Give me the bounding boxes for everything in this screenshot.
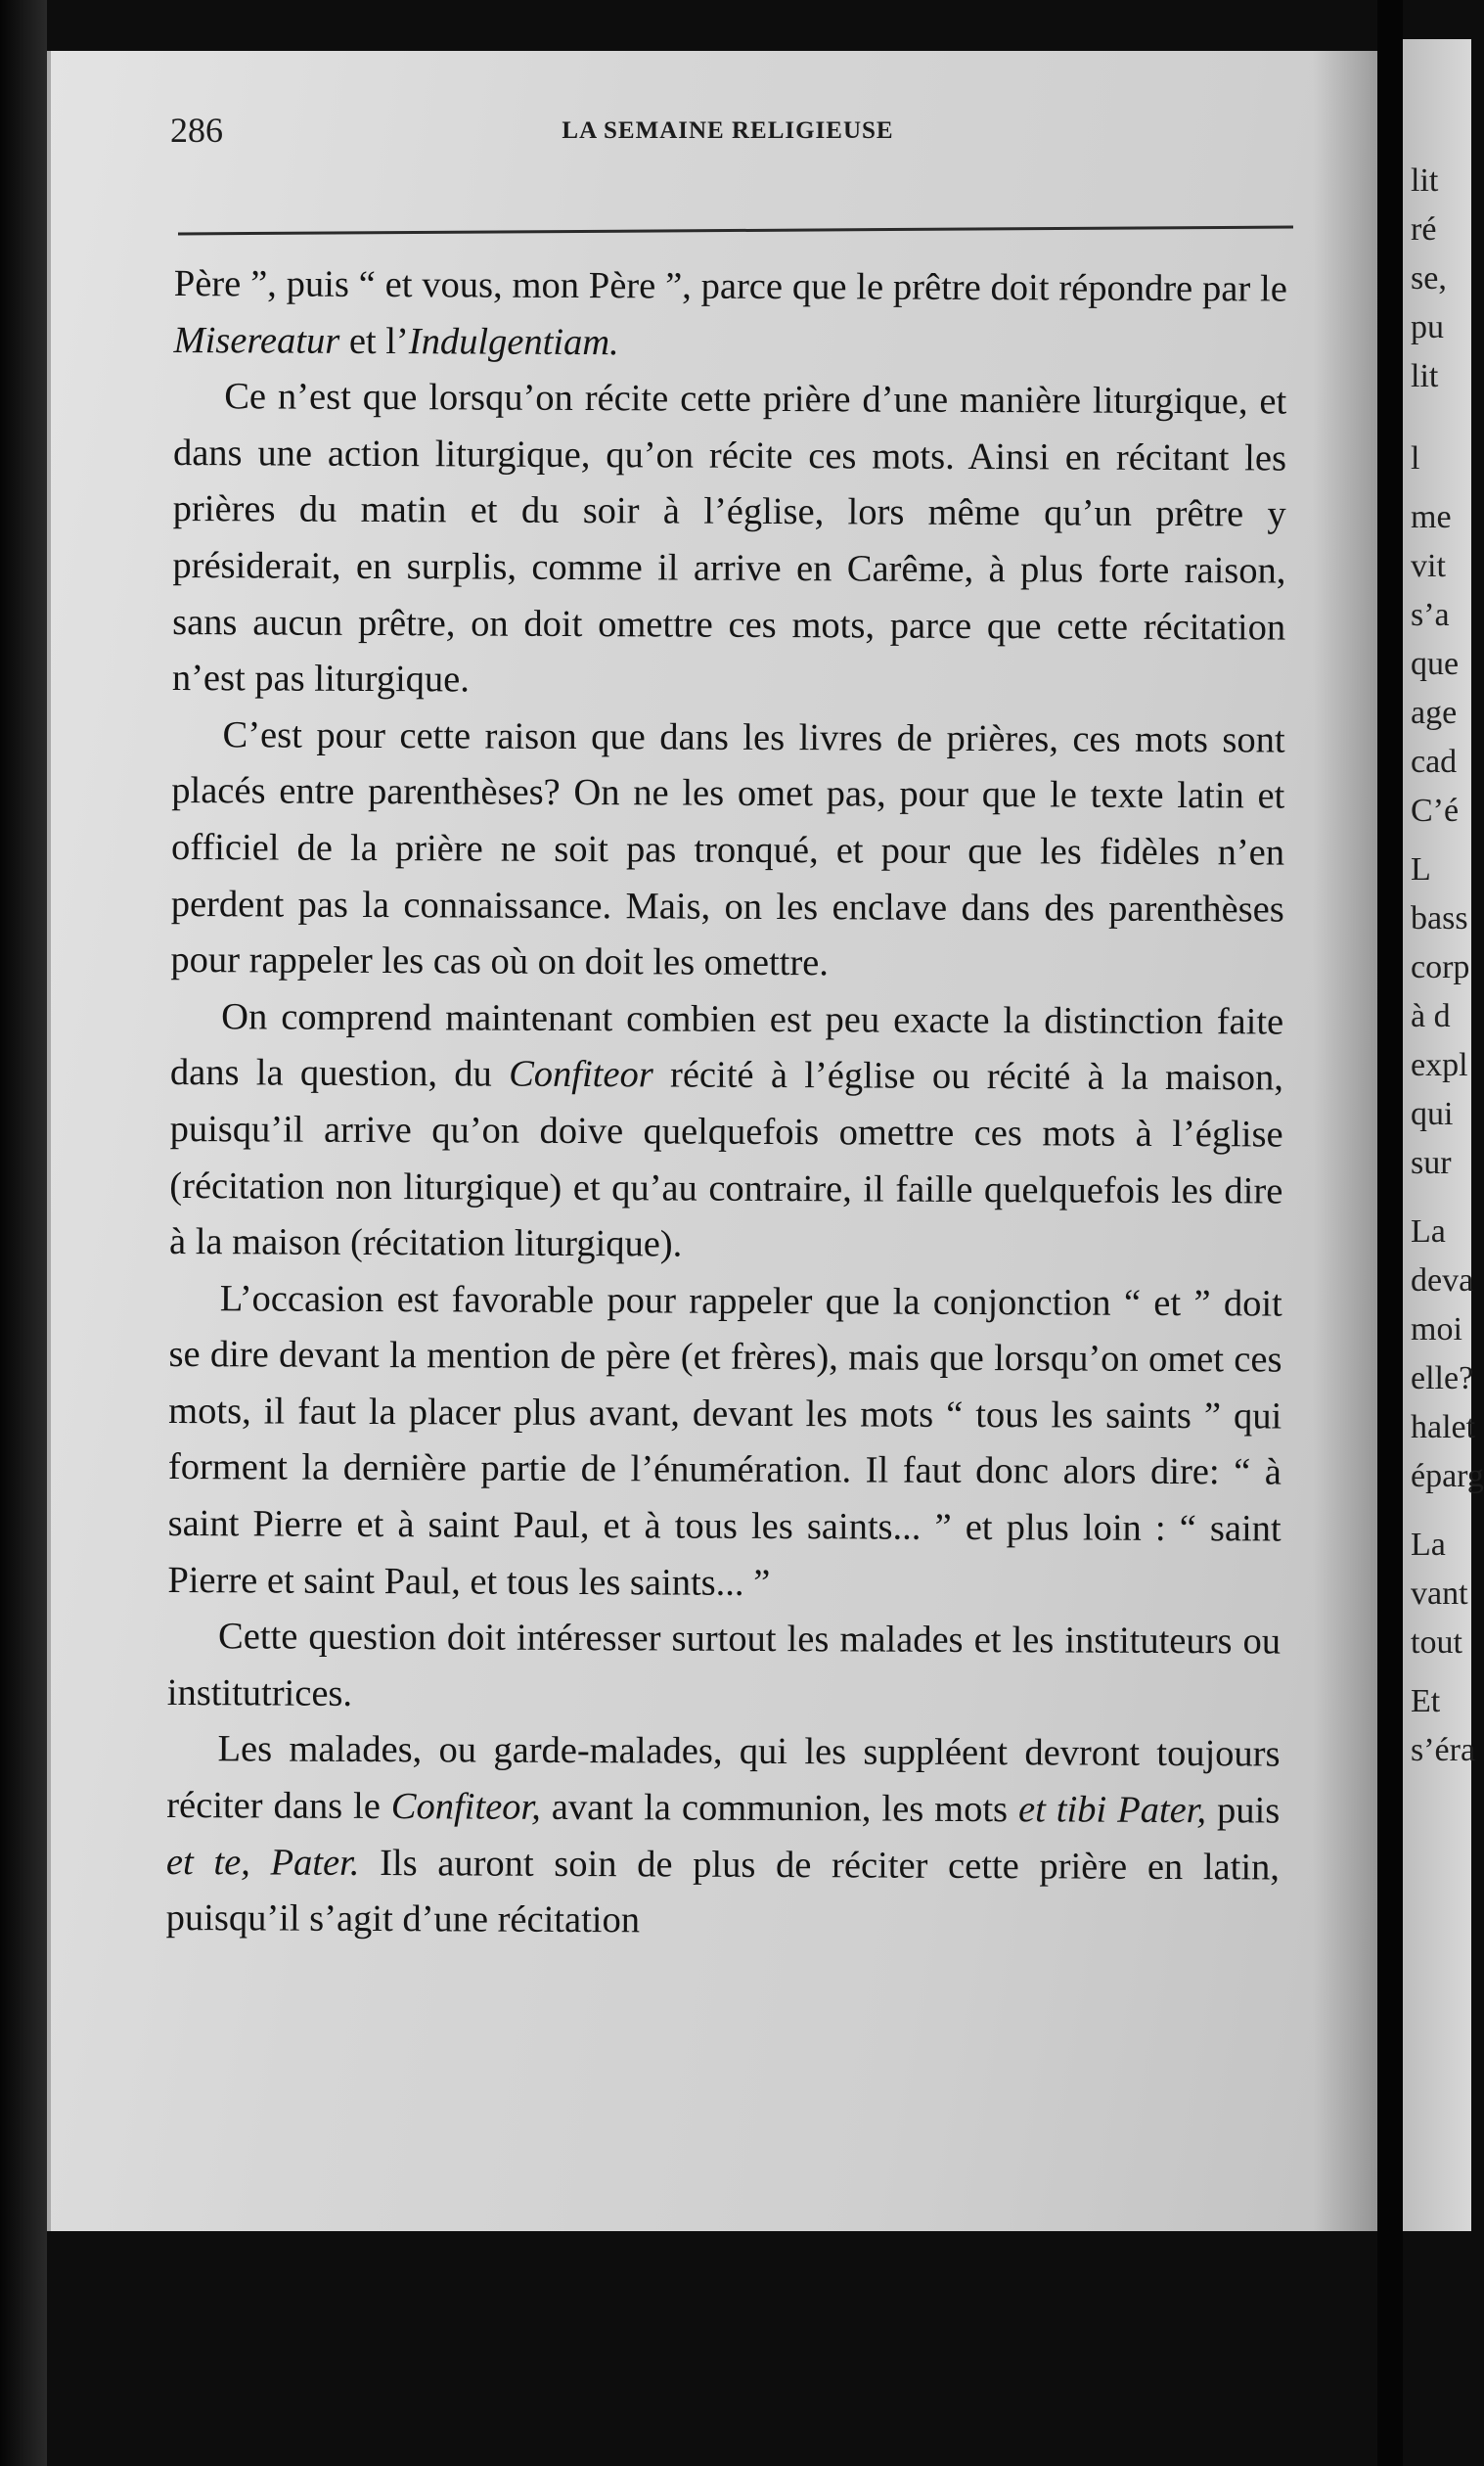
facing-page-fragment: à d <box>1411 998 1451 1034</box>
text-run: Père ”, puis “ et vous, mon Père ”, parce que le prêtre doit répondre par le <box>173 262 1287 310</box>
facing-page-fragment: elle? <box>1411 1360 1474 1396</box>
facing-page-fragment: se, <box>1411 260 1447 297</box>
paragraph <box>166 1721 1281 1952</box>
facing-page-fragment: C’é <box>1411 793 1460 829</box>
paragraph <box>173 256 1287 375</box>
text-run: Ils auront soin de plus de réciter cette prière en latin, puisqu’il s’agit d’une récitation <box>165 1842 1281 1941</box>
facing-page-fragment: vit <box>1411 548 1446 584</box>
italic-run: Misereatur <box>173 319 340 362</box>
text-run: et l’ <box>339 320 409 362</box>
facing-page-edge <box>1403 39 1484 2231</box>
scan-left-edge <box>0 0 47 2466</box>
text-run: On comprend maintenant combien est peu exacte la distinction faite dans la question, du <box>169 995 1284 1095</box>
facing-page-fragment: s’éra <box>1411 1732 1476 1768</box>
text-run: Les malades, ou garde-malades, qui les suppléent devront toujours réciter dans le <box>166 1728 1281 1828</box>
italic-run: et te, Pater. <box>165 1841 360 1884</box>
facing-page-fragment: lit <box>1411 162 1439 199</box>
paragraph <box>170 708 1284 995</box>
facing-page-fragment: tout <box>1411 1624 1462 1661</box>
facing-page-fragment: La <box>1411 1527 1446 1563</box>
facing-page-fragment: La <box>1411 1213 1446 1250</box>
page-number: 286 <box>170 111 223 150</box>
page-header <box>170 110 1285 159</box>
text-run: avant la communion, les mots <box>540 1786 1019 1831</box>
facing-page-fragment: s’a <box>1411 597 1450 633</box>
italic-run: Confiteor <box>509 1053 653 1096</box>
paragraph <box>167 1271 1282 1615</box>
facing-page-fragment: pu <box>1411 309 1444 345</box>
body-text <box>166 256 1287 1952</box>
binding-gutter <box>1377 0 1403 2466</box>
facing-page-fragment: éparg <box>1411 1458 1484 1494</box>
facing-page-fragment: moi <box>1411 1311 1462 1347</box>
text-run: récité à l’église ou récité à la maison, puisqu’il arrive qu’on doive quelquefois omettre ces mots à l’église (récitation non liturgique) et qu’au contraire, il faille quelquefois les dire à la maison (récitation liturgique). <box>168 1054 1284 1265</box>
running-head: LA SEMAINE RELIGIEUSE <box>562 117 894 144</box>
facing-page-fragment: lit <box>1411 358 1439 394</box>
facing-page-fragment: bass <box>1411 900 1468 936</box>
facing-page-fragment: l <box>1411 440 1420 477</box>
italic-run: Confiteor, <box>390 1786 541 1828</box>
paragraph <box>169 989 1283 1277</box>
facing-page-fragment: vant <box>1411 1576 1468 1612</box>
text-run: L’occasion est favorable pour rappeler que la conjonction “ et ” doit se dire devant la mention de père (et frères), mais que lorsqu’on omet ces mots, il faut la placer plus avant, devant les mots “ tous les saints ” qui forment la dernière partie de l’énumération. Il faut donc alors dire: “ à saint Pierre et à saint Paul, et à tous les saints... ” et plus loin : “ saint Pierre et saint Paul, et tous les saints... ” <box>167 1277 1282 1604</box>
text-run: C’est pour cette raison que dans les livres de prières, ces mots sont placés entre parenthèses? On ne les omet pas, pour que le texte latin et officiel de la prière ne soit pas tronqué, et pour que les fidèles n’en perdent pas la connaissance. Mais, on les enclave dans des parenthèses pour rappeler les cas où on doit les omettre. <box>170 713 1285 984</box>
paragraph <box>167 1609 1282 1727</box>
facing-page-fragment: L <box>1411 851 1431 888</box>
facing-page-fragment: deva <box>1411 1262 1474 1299</box>
facing-page-fragment: me <box>1411 499 1452 535</box>
facing-page-fragment: expl <box>1411 1047 1468 1083</box>
italic-run: Indulgentiam. <box>408 320 619 363</box>
text-run: Cette question doit intéresser surtout les malades et les instituteurs ou institutrices. <box>166 1616 1282 1714</box>
facing-page-fragment: que <box>1411 646 1460 682</box>
text-run: Ce n’est que lorsqu’on récite cette prière d’une manière liturgique, et dans une action liturgique, qu’on récite ces mots. Ainsi en récitant les prières du matin et du soir à l’église, lors même qu’un prêtre y présiderait, en surplis, comme il arrive en Carême, à plus forte raison, sans aucun prêtre, on doit omettre ces mots, parce que cette récitation n’est pas liturgique. <box>171 376 1287 701</box>
facing-page-fragment: halet <box>1411 1409 1476 1445</box>
facing-page-fragment: cad <box>1411 744 1458 780</box>
facing-page-fragment: qui <box>1411 1096 1454 1132</box>
facing-page-fragment: Et <box>1411 1683 1441 1719</box>
italic-run: et tibi Pater, <box>1017 1789 1207 1832</box>
facing-page-fragment: corp <box>1411 949 1470 985</box>
facing-page-fragment: age <box>1411 695 1458 731</box>
facing-page-fragment: ré <box>1411 211 1437 248</box>
facing-page-fragment: sur <box>1411 1145 1452 1181</box>
paragraph <box>172 369 1287 712</box>
text-run: puis <box>1205 1790 1281 1832</box>
